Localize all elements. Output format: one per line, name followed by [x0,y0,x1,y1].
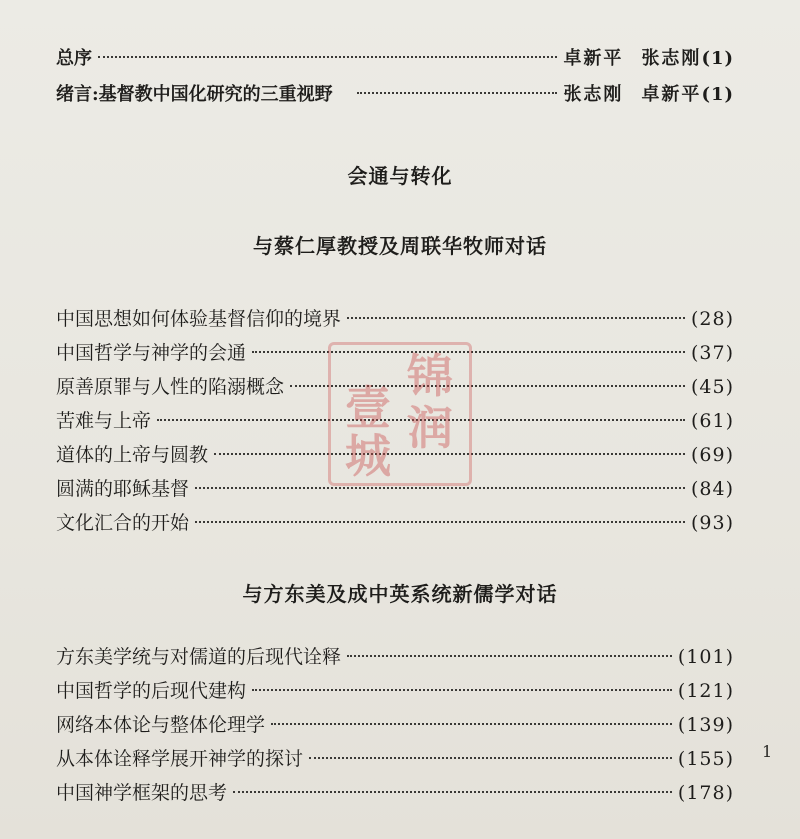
toc-entry-page: (28) [690,308,734,330]
toc-entry-page: (45) [690,376,734,398]
dot-leader [309,757,672,759]
toc-entry-page: (69) [690,444,734,466]
toc-entry-page: (155) [677,748,734,770]
section-heading-1: 与蔡仁厚教授及周联华牧师对话 [253,234,547,258]
toc-entry[interactable] [56,712,734,738]
dot-leader [195,487,685,489]
dot-leader [98,56,557,58]
page-number: 1 [762,742,773,761]
section-heading-2: 与方东美及成中英系统新儒学对话 [242,582,558,606]
toc-entry-title: 总序 [56,48,92,69]
toc-entry-title: 文化汇合的开始 [56,512,190,534]
dot-leader [357,92,558,94]
toc-entry-preface[interactable] [56,46,734,72]
toc-entry[interactable] [56,510,734,536]
toc-entry-title: 网络本体论与整体伦理学 [56,714,266,736]
toc-entry-introduction[interactable] [56,82,734,108]
toc-entry-title: 绪言:基督教中国化研究的三重视野 [56,84,333,105]
toc-entry[interactable] [56,780,734,806]
toc-entry-title: 方东美学统与对儒道的后现代诠释 [56,646,342,668]
toc-entry-authors: 卓新平 张志刚 [563,48,702,69]
watermark-char: 锦 [407,349,453,403]
toc-entry-title: 中国思想如何体验基督信仰的境界 [56,308,342,330]
toc-entry[interactable] [56,644,734,670]
watermark-stamp [328,342,472,486]
toc-entry-page: (178) [677,782,734,804]
toc-entry-authors: 张志刚 卓新平 [563,84,702,105]
toc-entry-title: 圆满的耶稣基督 [56,478,190,500]
toc-entry-title: 中国神学框架的思考 [56,782,228,804]
toc-entry-page: (101) [677,646,734,668]
dot-leader [195,521,685,523]
dot-leader [347,317,685,319]
toc-entry-page: (121) [677,680,734,702]
watermark-char: 壹 [345,381,391,435]
toc-entry-page: (84) [690,478,734,500]
toc-entry-page: (1) [701,48,734,69]
watermark-char: 润 [407,401,453,455]
toc-entry[interactable] [56,746,734,772]
toc-entry-title: 道体的上帝与圆教 [56,444,209,466]
dot-leader [233,791,672,793]
toc-entry-page: (37) [690,342,734,364]
toc-entry-title: 从本体诠释学展开神学的探讨 [56,748,304,770]
toc-entry[interactable] [56,678,734,704]
dot-leader [252,689,672,691]
dot-leader [347,655,672,657]
toc-entry-title: 苦难与上帝 [56,410,152,432]
toc-entry-page: (1) [701,84,734,105]
dot-leader [271,723,672,725]
toc-entry-page: (139) [677,714,734,736]
toc-entry-title: 中国哲学与神学的会通 [56,342,247,364]
part-title: 会通与转化 [347,164,453,188]
toc-entry-page: (93) [690,512,734,534]
toc-entry-title: 原善原罪与人性的陷溺概念 [56,376,285,398]
toc-entry[interactable] [56,306,734,332]
watermark-char: 城 [345,429,391,483]
toc-entry-title: 中国哲学的后现代建构 [56,680,247,702]
toc-entry-page: (61) [690,410,734,432]
